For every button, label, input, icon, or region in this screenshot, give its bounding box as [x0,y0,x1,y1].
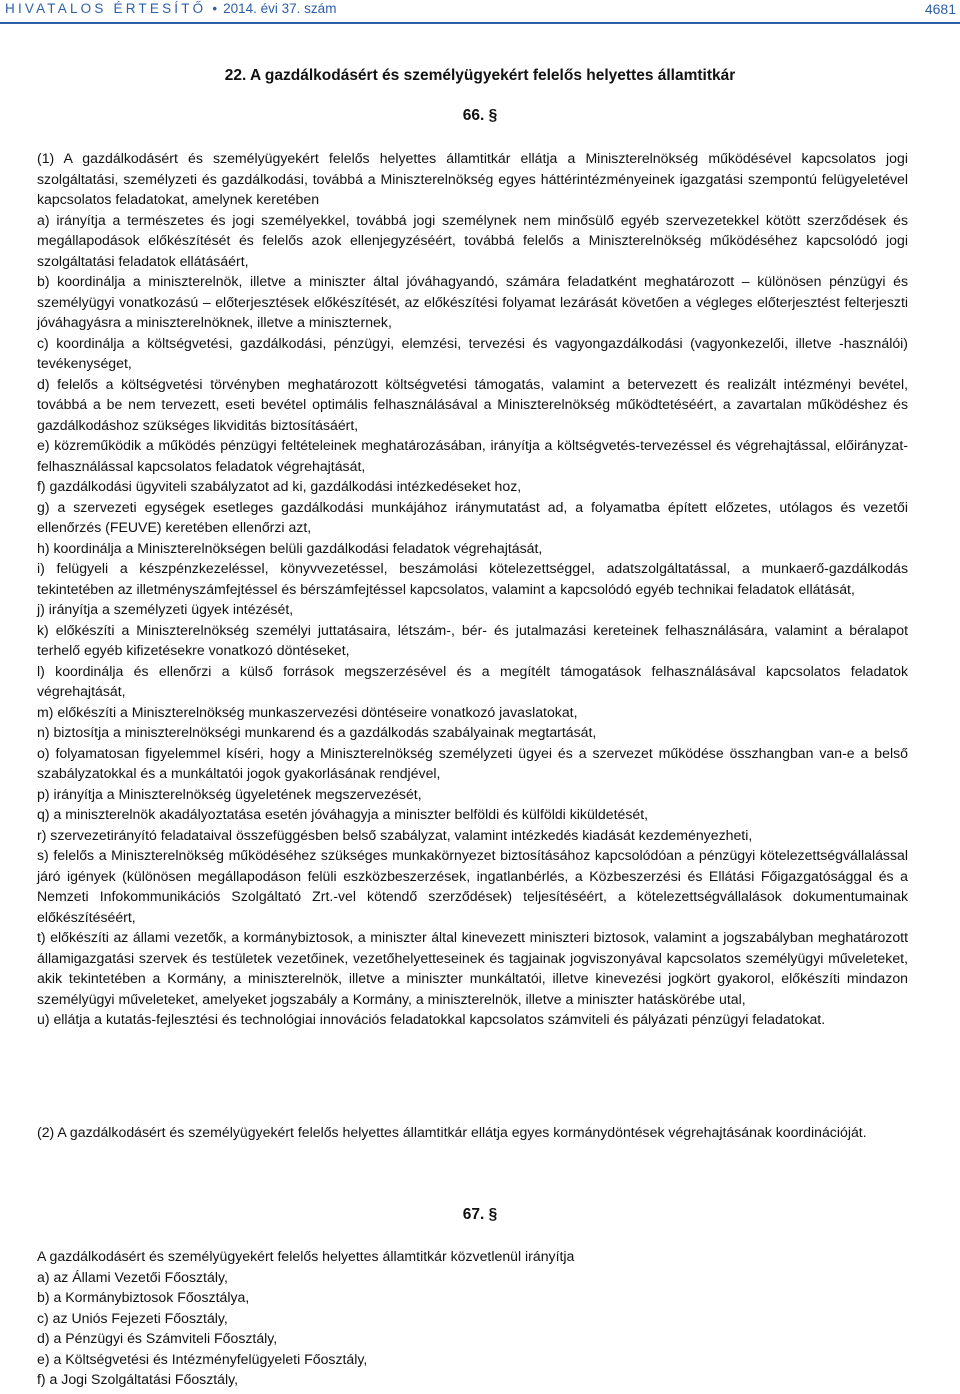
list-item-h: h) koordinálja a Miniszterelnökségen belüli gazdálkodási feladatok végrehajtását, [37,539,543,556]
section-66-paragraph-2 [37,1122,908,1143]
list-item-k: k) előkészíti a Miniszterelnökség személyi juttatásaira, létszám-, bér- és jutalmazási kereteinek felhasználására, valamint a béralapot terhelő egyéb kifizetésekre vonatkozó döntéseket, [37,621,908,658]
list-item-o: o) folyamatosan figyelemmel kíséri, hogy a Miniszterelnökség személyzeti ügyei és a szervezet működése összhangban van-e a belső szabályzatokkal és a munkáltatói jogok gyakorlásának rendjével, [37,744,908,781]
list-item-i: i) felügyeli a készpénzkezeléssel, könyvvezetéssel, beszámolási kötelezettséggel, adatszolgáltatással, a munkaerő-gazdálkodás tekintetében az illetményszámfejtéssel és bérszámfejtéssel kapcsolatos, valamint a kapcsolódó egyéb technikai feladatok ellátását, [37,560,908,597]
list-item-q: q) a miniszterelnök akadályoztatása esetén jóváhagyja a miniszter belföldi és külföldi kiküldetését, [37,806,649,822]
chapter-title: 22. A gazdálkodásért és személyügyekért felelős helyettes államtitkár [224,67,736,84]
paragraph-line: A gazdálkodásért és személyügyekért felelős helyettes államtitkár közvetlenül irányítja [37,1248,575,1264]
paragraph-line: (1) A gazdálkodásért és személyügyekért felelős helyettes államtitkár ellátja a Miniszterelnökség működésével kapcsolatos jogi szolgáltatási, személyzeti és gazdálkodási, továbbá a Miniszterelnökség egyes háttérintézményeinek igazgatási szempontú felügyeletével kapcsolatos feladatokat, amelynek keretében [37,150,908,207]
list-item-t: t) előkészíti az állami vezetők, a kormánybiztosok, a miniszter által kinevezett miniszteri biztosok, valamint a jogszabályban meghatározott államigazgatási szervek és testületek vezetőinek, vezetőhelyetteseinek és tagjainak jogviszonyával kapcsolatos személyügyi műveleteket, akik tekintetében a Kormány, a miniszterelnök, illetve a miniszter munkáltatói, illetve kinevezési jogkört gyakorol, előkészíti mindazon személyügyi műveleteket, amelyeket jogszabály a Kormány, a miniszterelnök, illetve a miniszter hatáskörébe utal, [37,929,908,1007]
list-item-c: c) koordinálja a költségvetési, gazdálkodási, pénzügyi, elemzési, tervezési és vagyongazdálkodási (vagyonkezelői, illetve -használói) tevékenységet, [37,334,908,371]
list-item: e) a Költségvetési és Intézményfelügyeleti Főosztály, [37,1350,368,1367]
section-67-body [37,1246,908,1390]
section-66-paragraph-1 [37,148,908,1030]
issue-label: 2014. évi 37. szám [223,1,337,16]
list-item-d: d) felelős a költségvetési törvényben meghatározott költségvetési támogatás, valamint a betervezett és realizált intézményi bevétel, továbbá a be nem tervezett, eseti bevétel optimális felhasználásával a Miniszterelnökség működtetéséért, a zavartalan működéshez és gazdálkodáshoz szükséges likviditás biztosításáért, [37,375,908,433]
bullet-separator: • [212,1,218,16]
list-item-g: g) a szervezeti egységek esetleges gazdálkodási munkájához iránymutatást ad, a folyamatba épített előzetes, utólagos és vezetői ellenőrzés (FEUVE) keretében ellenőrzi azt, [37,498,908,535]
list-item-u: u) ellátja a kutatás-fejlesztési és technológiai innovációs feladatokkal kapcsolatos számviteli és pályázati pénzügyi feladatokat. [37,1011,826,1027]
journal-name: HIVATALOS ÉRTESÍTŐ [5,1,207,16]
list-item-e: e) közreműködik a működés pénzügyi feltételeinek meghatározásában, irányítja a költségvetés-tervezéssel és végrehajtással, előirányzat-felhasználással kapcsolatos feladatok végrehajtását, [37,437,908,474]
list-item: a) az Állami Vezetői Főosztály, [37,1268,228,1285]
section-67-number: 67. § [462,1206,498,1223]
list-item-f: f) gazdálkodási ügyviteli szabályzatot ad ki, gazdálkodási intézkedéseket hoz, [37,478,522,494]
list-item-n: n) biztosítja a miniszterelnökségi munkarend és a gazdálkodás szabályainak megtartását, [37,724,597,740]
page-number: 4681 [924,1,956,17]
list-item: d) a Pénzügyi és Számviteli Főosztály, [37,1330,278,1346]
list-item-r: r) szervezetirányító feladataival összefüggésben belső szabályzat, valamint intézkedés kiadását kezdeményezheti, [37,826,753,843]
list-item-j: j) irányítja a személyzeti ügyek intézését, [37,601,294,617]
section-66-number: 66. § [462,107,498,124]
list-item-l: l) koordinálja és ellenőrzi a külső források megszerzésével és a megítélt támogatások felhasználásával kapcsolatos feladatok végrehajtását, [37,662,908,699]
list-item-m: m) előkészíti a Miniszterelnökség munkaszervezési döntéseire vonatkozó javaslatokat, [37,703,578,720]
list-item-a: a) irányítja a természetes és jogi személyekkel, továbbá jogi személynek nem minősülő egyéb szervezetekkel kötött szerződések és megállapodások előkészítését és felelős azok ellenjegyzéséért, továbbá felelős a Miniszterelnökség működéséhez kapcsolódó jogi szolgáltatási feladatok ellátásáért, [37,211,908,269]
list-item-s: s) felelős a Miniszterelnökség működéséhez szükséges munkakörnyezet biztosításához kapcsolódóan a pénzügyi kötelezettségvállalással járó igények (különösen megállapodáson felüli eszközbeszerzések, ingatlanbérlés, a Közbeszerzési és Ellátási Főigazgatósággal és a Nemzeti Infokommunikációs Szolgáltató Zrt.-vel kötendő szerződések) teljesítéséért, a kötelezettségvállalások dokumentumainak előkészítéséért, [37,847,908,925]
paragraph-line: (2) A gazdálkodásért és személyügyekért felelős helyettes államtitkár ellátja egyes kormánydöntések végrehajtásának koordinációját. [37,1124,867,1140]
journal-info [5,0,336,18]
list-item: f) a Jogi Szolgáltatási Főosztály, [37,1371,239,1387]
list-item-b: b) koordinálja a miniszterelnök, illetve a miniszter által jóváhagyandó, számára feladatként meghatározott – különösen pénzügyi és személyügyi vonatkozású – előterjesztések előkészítését, az előkészítési folyamat lezárását követően a végleges előterjesztést felterjeszti jóváhagyásra a miniszterelnöknek, illetve a miniszternek, [37,273,908,330]
running-header [0,0,960,24]
list-item-p: p) irányítja a Miniszterelnökség ügyeletének megszervezését, [37,785,422,802]
list-item: b) a Kormánybiztosok Főosztálya, [37,1289,250,1305]
list-item: c) az Uniós Fejezeti Főosztály, [37,1309,228,1326]
header-rule [0,22,960,24]
